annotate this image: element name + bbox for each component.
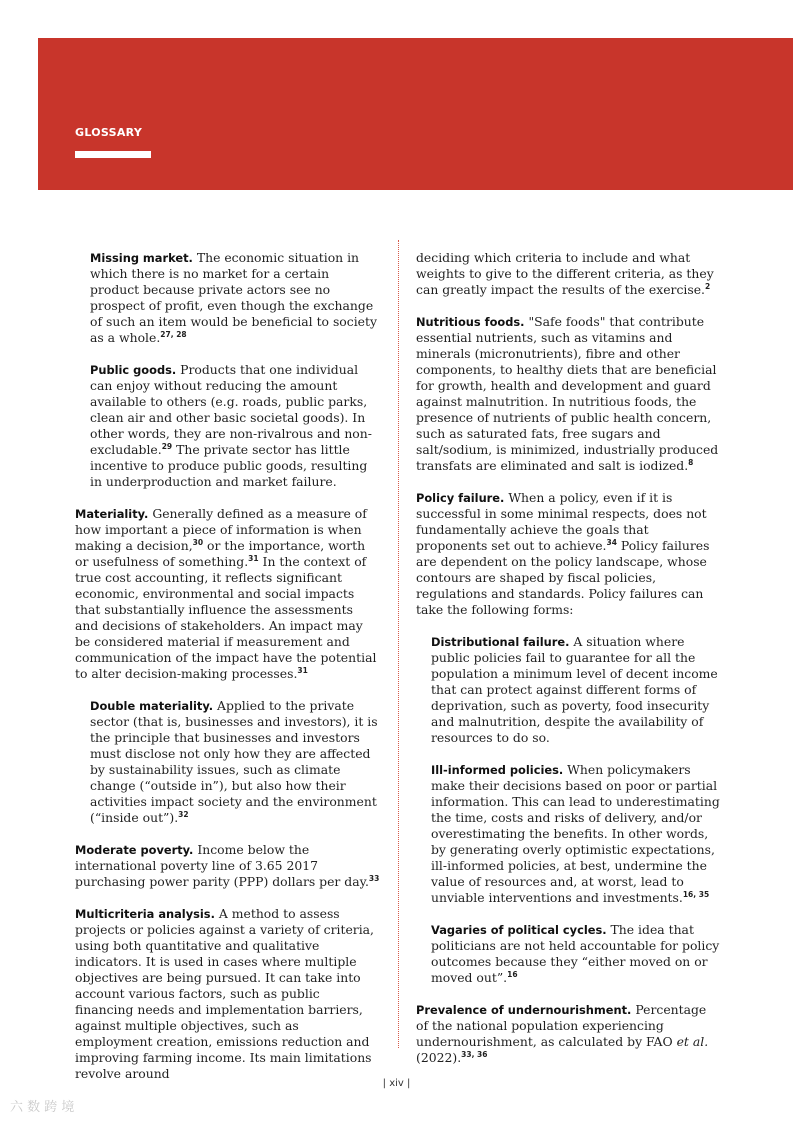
reference: 30 <box>192 537 204 547</box>
reference: 33 <box>368 873 380 883</box>
reference: 8 <box>688 457 694 467</box>
term: Double materiality. <box>90 699 214 713</box>
reference: 2 <box>704 281 711 291</box>
glossary-entry-vagaries-political-cycles <box>416 922 721 986</box>
term: Policy failure. <box>416 491 505 505</box>
definition: The idea that politicians are not held accountable for policy outcomes because they “either moved on or moved out”. <box>431 922 720 985</box>
glossary-entry-multicriteria-analysis <box>75 906 380 1082</box>
definition: deciding which criteria to include and what weights to give to the different criteria, as they can greatly impact the results of the exercise. <box>416 250 714 297</box>
definition: Percentage of the national population experiencing undernourishment, as calculated by FAO <box>416 1002 707 1049</box>
glossary-entry-public-goods <box>75 362 380 490</box>
glossary-entry-double-materiality <box>75 698 380 826</box>
term: Public goods. <box>90 363 177 377</box>
term: Vagaries of political cycles. <box>431 923 607 937</box>
reference: 29 <box>161 441 173 451</box>
glossary-entry-moderate-poverty <box>75 842 380 890</box>
definition: Applied to the private sector (that is, businesses and investors), it is the principle that businesses and investors must disclose not only how they are affected by sustainability issues, such as climate change (“outside in”), but also how their activities impact society and the environment (“inside out”). <box>90 698 378 825</box>
page-number: | xiv | <box>382 1078 411 1089</box>
reference: 32 <box>178 809 189 819</box>
watermark: 六 数 跨 境 <box>10 1100 75 1115</box>
right-column <box>416 250 721 1082</box>
glossary-entry-materiality <box>75 506 380 682</box>
definition: When a policy, even if it is successful in some minimal respects, does not fundamentally achieve the goals that proponents set out to achieve. <box>416 490 707 553</box>
definition: Policy failures are dependent on the policy landscape, whose contours are shaped by fiscal policies, regulations and standards. Policy failures can take the following forms: <box>416 538 710 617</box>
reference: 16 <box>507 969 518 979</box>
reference: 27, 28 <box>160 329 187 339</box>
reference: 33, 36 <box>461 1049 488 1059</box>
definition: "Safe foods" that contribute essential nutrients, such as vitamins and minerals (micronutrients), fibre and other components, to healthy diets that are beneficial for growth, health and development and guard against malnutrition. In nutritious foods, the presence of nutrients of public health concern, such as saturated fats, free sugars and salt/sodium, is minimized, industrially produced transfats are eliminated and salt is iodized. <box>416 314 719 473</box>
term: Prevalence of undernourishment. <box>416 1003 632 1017</box>
definition: A method to assess projects or policies against a variety of criteria, using both quantitative and qualitative indicators. It is used in cases where multiple objectives are being pursued. It can take into account various factors, such as public financing needs and implementation barriers, against multiple objectives, such as employment creation, emissions reduction and improving farming income. Its main limitations revolve around <box>75 906 374 1081</box>
term: Missing market. <box>90 251 193 265</box>
definition: Income below the international poverty line of 3.65 2017 purchasing power parity (PPP) dollars per day. <box>75 842 369 889</box>
definition: Products that one individual can enjoy without reducing the amount available to others (e.g. roads, public parks, clean air and other basic societal goods). In other words, they are non-rivalrous and non-excludable. <box>90 362 372 457</box>
glossary-entry-prevalence-undernourishment <box>416 1002 721 1066</box>
italic-text: et al. <box>676 1034 709 1049</box>
reference: 31 <box>297 665 308 675</box>
definition: The private sector has little incentive to produce public goods, resulting in underproduction and market failure. <box>90 442 368 489</box>
definition: (2022). <box>416 1050 462 1065</box>
term: Multicriteria analysis. <box>75 907 215 921</box>
column-divider <box>398 240 399 1048</box>
glossary-entry-nutritious-foods <box>416 314 721 474</box>
title-underline <box>75 151 151 158</box>
term: Ill-informed policies. <box>431 763 564 777</box>
definition: In the context of true cost accounting, it reflects significant economic, environmental and social impacts that substantially influence the assessments and decisions of stakeholders. An impact may be considered material if measurement and communication of the impact have the potential to alter decision-making processes. <box>75 554 377 681</box>
reference: 16, 35 <box>682 889 710 899</box>
glossary-entry-policy-failure <box>416 490 721 618</box>
term: Materiality. <box>75 507 149 521</box>
glossary-entry-ill-informed-policies <box>416 762 721 906</box>
glossary-entry-multicriteria-continued <box>416 250 721 298</box>
definition: Generally defined as a measure of how important a piece of information is when making a decision, <box>75 506 367 553</box>
term: Moderate poverty. <box>75 843 194 857</box>
header-banner <box>38 38 793 190</box>
reference: 34 <box>606 537 617 547</box>
section-title: GLOSSARY <box>75 126 143 139</box>
term: Nutritious foods. <box>416 315 525 329</box>
term: Distributional failure. <box>431 635 570 649</box>
definition: The economic situation in which there is no market for a certain product because private actors see no prospect of profit, even though the exchange of such an item would be beneficial to society as a whole. <box>90 250 377 345</box>
definition: A situation where public policies fail to guarantee for all the population a minimum level of decent income that can protect against different forms of deprivation, such as poverty, food insecurity and malnutrition, despite the availability of resources to do so. <box>431 634 718 745</box>
left-column <box>75 250 380 1098</box>
glossary-entry-distributional-failure <box>416 634 721 746</box>
glossary-entry-missing-market <box>75 250 380 346</box>
definition: When policymakers make their decisions based on poor or partial information. This can lead to underestimating the time, costs and risks of delivery, and/or overestimating the benefits. In other words, by generating overly optimistic expectations, ill-informed policies, at best, undermine the value of resources and, at worst, lead to unviable interventions and investments. <box>431 762 720 905</box>
definition: or the importance, worth or usefulness of something. <box>75 538 366 569</box>
reference: 31 <box>248 553 259 563</box>
